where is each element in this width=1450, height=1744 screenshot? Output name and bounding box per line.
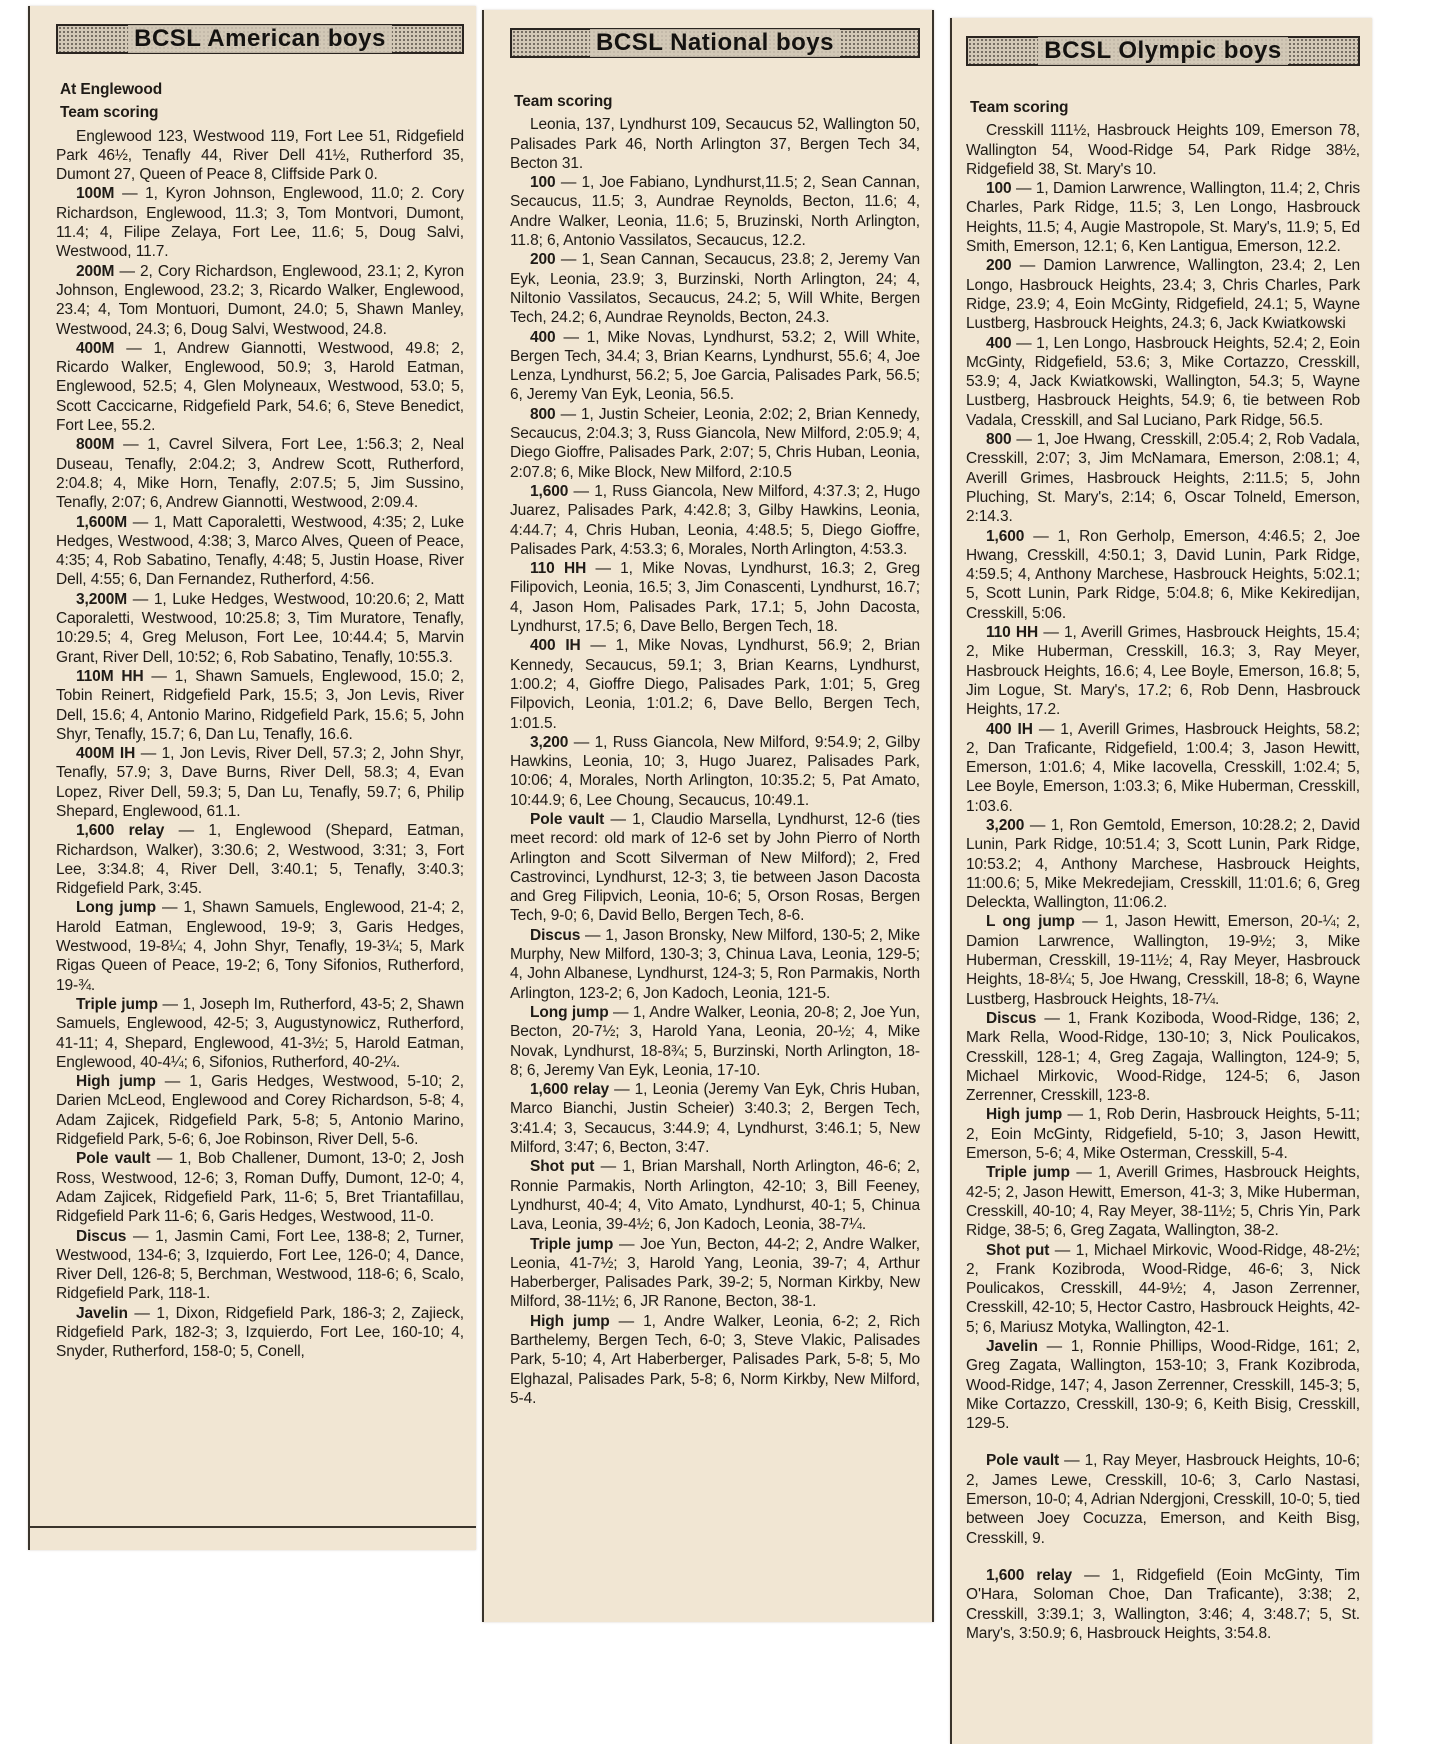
event-placings: — 1, Mike Novas, Lyndhurst, 56.9; 2, Brian Kennedy, Secaucus, 59.1; 3, Brian Kearns, Lyndhurst, 1:00.2; 4, Gioffre Diego, Palisades Park, 1:01; 5, Greg Filpovich, Leonia, 1:01.2; 6, Dave Bello, Bergen Tech, 1:01.5. bbox=[510, 637, 920, 732]
event-name: Javelin bbox=[986, 1338, 1038, 1355]
event-result bbox=[510, 926, 920, 1003]
column-title: BCSL Olympic boys bbox=[1038, 37, 1287, 65]
event-placings: — 1, Jasmin Cami, Fort Lee, 138-8; 2, Turner, Westwood, 134-6; 3, Izquierdo, Fort Lee, 126-0; 4, Dance, River Dell, 126-8; 5, Berchman, Westwood, 118-6; 6, Scalo, Ridgefield Park, 118-1. bbox=[56, 1227, 464, 1303]
event-placings: — 1, Leonia (Jeremy Van Eyk, Chris Huban, Marco Bianchi, Justin Scheier) 3:40.3; 2, Bergen Tech, 3:41.4; 3, Secaucus, 3:44.9; 4, Lyndhurst, 3:46.1; 5, New Milford, 3:47; 6, Becton, 3:47. bbox=[510, 1081, 920, 1157]
event-result bbox=[510, 328, 920, 405]
column-title: BCSL National boys bbox=[590, 29, 840, 57]
event-name: Pole vault bbox=[530, 810, 605, 828]
event-result bbox=[510, 173, 920, 250]
event-name: Triple jump bbox=[986, 1164, 1070, 1182]
event-name: 100 bbox=[530, 174, 556, 192]
event-placings: — 1, Englewood (Shepard, Eatman, Richardson, Walker), 3:30.6; 2, Westwood, 3:31; 3, Fort Lee, 3:34.8; 4, River Dell, 3:40.1; 5, Tenafly, 3:40.3; Ridgefield Park, 3:45. bbox=[56, 822, 464, 898]
column-body bbox=[966, 98, 1360, 1643]
team-scoring: Cresskill 111½, Hasbrouck Heights 109, Emerson 78, Wallington 54, Wood-Ridge 54, Park Ridge 38½, Ridgefield 38, St. Mary's 10. bbox=[966, 122, 1360, 178]
event-result bbox=[56, 435, 464, 512]
event-name: 400 bbox=[530, 328, 556, 346]
event-name: 400M IH bbox=[76, 745, 136, 763]
event-placings: — 1, Sean Cannan, Secaucus, 23.8; 2, Jeremy Van Eyk, Leonia, 23.9; 3, Burzinski, North Arlington, 24; 4, Niltonio Vassilatos, Secaucus, 24.2; 5, Will White, Bergen Tech, 24.2; 6, Aundrae Reynolds, Becton, 24.3. bbox=[510, 251, 920, 327]
event-placings: — 1, Andre Walker, Leonia, 20-8; 2, Joe Yun, Becton, 20-7½; 3, Harold Yana, Leonia, 20-½; 4, Mike Novak, Lyndhurst, 18-8¾; 5, Burzinski, North Arlington, 18-8; 6, Jeremy Van Eyk, Leonia, 17-10. bbox=[510, 1003, 920, 1079]
event-name: Discus bbox=[530, 926, 581, 944]
event-result bbox=[966, 1009, 1360, 1105]
event-placings: — 1, Mike Novas, Lyndhurst, 16.3; 2, Greg Filipovich, Leonia, 16.5; 3, Jim Conascenti, Lyndhurst, 16.7; 4, Jason Hom, Palisades Park, 17.1; 5, John Dacosta, Lyndhurst, 17.5; 6, Dave Bello, Bergen Tech, 18. bbox=[510, 560, 920, 636]
event-placings: — 1, Ray Meyer, Hasbrouck Heights, 10-6; 2, James Lewe, Cresskill, 10-6; 3, Carlo Nastasi, Emerson, 10-0; 4, Adrian Ndergjoni, Cresskill, 10-0; 5, tied between Joey Cocuzza, Emerson, and Keith Bisg, Cresskill, 9. bbox=[966, 1452, 1361, 1547]
event-placings: — 1, Rob Derin, Hasbrouck Heights, 5-11; 2, Eoin McGinty, Ridgefield, 5-10; 3, Jason Hewitt, Emerson, 5-6; 4, Mike Osterman, Cresskill, 5-4. bbox=[966, 1106, 1360, 1163]
event-result bbox=[510, 250, 920, 327]
event-name: 3,200 bbox=[530, 733, 569, 751]
event-name: Triple jump bbox=[530, 1235, 614, 1253]
column-banner bbox=[510, 28, 920, 58]
event-placings: — 1, Shawn Samuels, Englewood, 21-4; 2, Harold Eatman, Englewood, 19-9; 3, Garis Hedges, Westwood, 19-8¼; 4, John Shyr, Tenafly, 19-3¼; 5, Mark Rigas Queen of Peace, 19-2; 6, Tony Sifonios, Rutherford, 19-¾. bbox=[56, 899, 464, 994]
event-placings: — 1, Averill Grimes, Hasbrouck Heights, 42-5; 2, Jason Hewitt, Emerson, 41-3; 3, Mike Huberman, Cresskill, 40-10; 4, Ray Meyer, 38-11½; 5, Chris Yin, Park Ridge, 38-5; 6, Greg Zagata, Wallington, 38-2. bbox=[966, 1164, 1361, 1240]
event-result bbox=[56, 1072, 464, 1149]
event-name: High jump bbox=[76, 1073, 156, 1091]
event-name: Shot put bbox=[986, 1241, 1050, 1259]
event-name: Triple jump bbox=[76, 995, 158, 1013]
event-name: 200 bbox=[986, 257, 1012, 275]
event-placings: — 1, Averill Grimes, Hasbrouck Heights, 58.2; 2, Dan Traficante, Ridgefield, 1:00.4; 3, Jason Hewitt, Emerson, 1:01.6; 4, Mike Iacovella, Cresskill, 1:02.4; 5, Lee Boyle, Emerson, 1:03.3; 6, Mike Huberman, Cresskill, 1:03.6. bbox=[966, 720, 1360, 815]
column-title: BCSL American boys bbox=[128, 25, 392, 53]
clipping-olympic-boys bbox=[950, 18, 1372, 1744]
team-scoring-label: Team scoring bbox=[514, 93, 613, 110]
event-placings: — 1, Joe Fabiano, Lyndhurst,11.5; 2, Sean Cannan, Secaucus, 11.5; 3, Aundrae Reynolds, Becton, 11.6; 4, Andre Walker, Leonia, 11.6; 5, Bruzinski, North Arlington, 11.8; 6, Antonio Vassilatos, Secaucus, 12.2. bbox=[510, 174, 920, 250]
event-placings: — 1, Russ Giancola, New Milford, 4:37.3; 2, Hugo Juarez, Palisades Park, 4:42.8; 3, Gilby Hawkins, Leonia, 4:44.7; 4, Chris Huban, Leonia, 4:48.5; 5, Diego Gioffre, Palisades Park, 4:53.3; 6, Morales, North Arlington, 4:53.3. bbox=[510, 482, 920, 558]
event-name: 3,200M bbox=[76, 590, 128, 608]
event-placings: — 1, Michael Mirkovic, Wood-Ridge, 48-2½; 2, Frank Kozibroda, Wood-Ridge, 46-6; 3, Nick Poulicakos, Cresskill, 44-9½; 4, Jason Zerrenner, Cresskill, 42-10; 5, Hector Castro, Hasbrouck Heights, 42-5; 6, Mariusz Motyka, Wallington, 42-1. bbox=[966, 1241, 1360, 1336]
event-name: 1,600 relay bbox=[76, 822, 165, 840]
event-result bbox=[56, 744, 464, 821]
event-placings: — 1, Len Longo, Hasbrouck Heights, 52.4; 2, Eoin McGinty, Ridgefield, 53.6; 3, Mike Cortazzo, Cresskill, 53.9; 4, Jack Kwiatkowski, Wallington, 54.3; 5, Wayne Lustberg, Hasbrouck Heights, 54.9; 6, tie between Rob Vadala, Cresskill, and Sal Luciano, Park Ridge, 56.5. bbox=[966, 334, 1360, 429]
event-result bbox=[56, 1149, 464, 1226]
column-body bbox=[56, 80, 464, 1362]
clipping-national-boys bbox=[482, 10, 934, 1622]
event-result bbox=[966, 179, 1360, 256]
event-results bbox=[510, 173, 920, 1408]
event-result bbox=[56, 1227, 464, 1304]
event-name: Discus bbox=[76, 1227, 127, 1245]
event-placings: — 1, Andrew Giannotti, Westwood, 49.8; 2, Ricardo Walker, Englewood, 50.9; 3, Harold Eatman, Englewood, 52.5; 4, Glen Molyneaux, Westwood, 53.0; 5, Scott Caccicarne, Ridgefield Park, 54.6; 6, Steve Benedict, Fort Lee, 55.2. bbox=[56, 339, 464, 435]
event-result bbox=[510, 1157, 920, 1234]
event-result bbox=[510, 405, 920, 482]
event-result bbox=[966, 1566, 1360, 1643]
event-placings: — 1, Mike Novas, Lyndhurst, 53.2; 2, Will White, Bergen Tech, 34.4; 3, Brian Kearns, Lyndhurst, 55.6; 4, Joe Lenza, Lyndhurst, 56.2; 5, Joe Garcia, Palisades Park, 56.5; 6, Jeremy Van Eyk, Leonia, 56.5. bbox=[510, 328, 920, 404]
event-placings: — 1, Joseph Im, Rutherford, 43-5; 2, Shawn Samuels, Englewood, 42-5; 3, Augustynowicz, Rutherford, 41-11; 4, Shepard, Englewood, 41-3½; 5, Harold Eatman, Englewood, 40-4¼; 6, Sifonios, Rutherford, 40-2¼. bbox=[56, 995, 465, 1071]
event-result bbox=[56, 821, 464, 898]
event-name: 200 bbox=[530, 251, 556, 269]
column-body bbox=[510, 92, 920, 1408]
event-result bbox=[966, 912, 1360, 1008]
event-name: Pole vault bbox=[76, 1150, 151, 1168]
event-placings: — 1, Cavrel Silvera, Fort Lee, 1:56.3; 2, Neal Duseau, Tenafly, 2:04.2; 3, Andrew Scott, Rutherford, 2:04.8; 4, Mike Horn, Tenafly, 2:07.5; 5, Jim Sussino, Tenafly, 2:07; 6, Andrew Giannotti, Westwood, 2:09.4. bbox=[56, 436, 464, 512]
event-placings: — 2, Cory Richardson, Englewood, 23.1; 2, Kyron Johnson, Englewood, 23.2; 3, Ricardo Walker, Englewood, 23.4; 4, Tom Montuori, Dumont, 24.0; 5, Shawn Manley, Westwood, 24.3; 6, Doug Salvi, Westwood, 24.8. bbox=[56, 262, 464, 338]
event-name: 110 HH bbox=[530, 560, 587, 578]
event-name: 400M bbox=[76, 339, 115, 357]
event-name: 400 bbox=[986, 334, 1012, 352]
team-scoring: Leonia, 137, Lyndhurst 109, Secaucus 52, Wallington 50, Palisades Park 46, North Arlington 37, Bergen Tech 34, Becton 31. bbox=[510, 116, 920, 172]
event-result bbox=[966, 527, 1360, 623]
event-results bbox=[56, 184, 464, 1361]
event-name: 800 bbox=[530, 405, 556, 423]
event-result bbox=[966, 1451, 1360, 1547]
event-result bbox=[966, 1163, 1360, 1240]
event-name: 100M bbox=[76, 185, 115, 203]
event-name: 1,600 relay bbox=[530, 1081, 610, 1099]
event-placings: — 1, Kyron Johnson, Englewood, 11.0; 2. Cory Richardson, Englewood, 11.3; 3, Tom Montvori, Dumont, 11.4; 4, Filipe Zelaya, Fort Lee, 11.6; 5, Doug Salvi, Westwood, 11.7. bbox=[56, 185, 464, 261]
event-name: Long jump bbox=[530, 1003, 609, 1021]
team-scoring-label: Team scoring bbox=[970, 99, 1069, 116]
event-name: Discus bbox=[986, 1009, 1037, 1027]
team-scoring: Englewood 123, Westwood 119, Fort Lee 51, Ridgefield Park 46½, Tenafly 44, River Dell 41½, Rutherford 35, Dumont 27, Queen of Peace 8, Cliffside Park 0. bbox=[56, 127, 464, 184]
event-result bbox=[510, 810, 920, 926]
event-result bbox=[966, 1241, 1360, 1337]
event-result bbox=[510, 482, 920, 559]
event-result bbox=[510, 636, 920, 732]
event-result bbox=[56, 590, 464, 667]
event-name: 110 HH bbox=[986, 624, 1039, 642]
event-result bbox=[510, 559, 920, 636]
event-placings: — 1, Dixon, Ridgefield Park, 186-3; 2, Zajieck, Ridgefield Park, 182-3; 3, Izquierdo, Fort Lee, 160-10; 4, Snyder, Rutherford, 158-0; 5, Conell, bbox=[56, 1304, 464, 1361]
event-name: 1,600 bbox=[530, 482, 569, 500]
event-name: Long jump bbox=[76, 899, 157, 917]
bottom-rule bbox=[30, 1526, 476, 1528]
event-placings: — 1, Luke Hedges, Westwood, 10:20.6; 2, Matt Caporaletti, Westwood, 10:25.8; 3, Tim Muratore, Tenafly, 10:29.5; 4, Greg Meluson, Fort Lee, 10:44.4; 5, Marvin Grant, River Dell, 10:52; 6, Rob Sabatino, Tenafly, 10:55.3. bbox=[56, 590, 464, 666]
event-name: High jump bbox=[530, 1312, 610, 1330]
event-result bbox=[510, 733, 920, 810]
event-result bbox=[966, 1337, 1360, 1433]
event-placings: — 1, Ridgefield (Eoin McGinty, Tim O'Hara, Soloman Choe, Dan Traficante), 3:38; 2, Cresskill, 3:39.1; 3, Wallington, 3:46; 4, 3:48.7; 5, St. Mary's, 3:50.9; 6, Hasbrouck Heights, 3:54.8. bbox=[966, 1566, 1360, 1642]
event-placings: — 1, Jason Hewitt, Emerson, 20-¼; 2, Damion Larwrence, Wallington, 19-9½; 3, Mike Huberman, Cresskill, 19-11½; 4, Ray Meyer, Hasbrouck Heights, 18-8¼; 5, Joe Hwang, Cresskill, 18-8; 6, Wayne Lustberg, Hasbrouck Heights, 18-7¼. bbox=[966, 913, 1360, 1008]
event-name: 1,600 relay bbox=[986, 1566, 1073, 1584]
event-placings: — 1, Averill Grimes, Hasbrouck Heights, 15.4; 2, Mike Huberman, Cresskill, 16.3; 3, Ray Meyer, Hasbrouck Heights, 16.6; 4, Lee Boyle, Emerson, 16.8; 5, Jim Logue, St. Mary's, 17.2; 6, Rob Denn, Hasbrouck Heights, 17.2. bbox=[966, 624, 1360, 719]
event-result bbox=[56, 513, 464, 590]
event-result bbox=[56, 1304, 464, 1362]
event-result bbox=[966, 623, 1360, 719]
event-placings: — 1, Jon Levis, River Dell, 57.3; 2, John Shyr, Tenafly, 57.9; 3, Dave Burns, River Dell, 58.3; 4, Evan Lopez, River Dell, 59.3; 5, Dan Lu, Tenafly, 59.7; 6, Philip Shepard, Englewood, 61.1. bbox=[56, 745, 464, 820]
event-name: L ong jump bbox=[986, 913, 1075, 931]
event-placings: — 1, Andre Walker, Leonia, 6-2; 2, Rich Barthelemy, Bergen Tech, 6-0; 3, Steve Vlakic, Palisades Park, 5-10; 4, Art Haberberger, Palisades Park, 5-8; 5, Mo Elghazal, Palisades Park, 5-8; 6, Norm Kirkby, New Milford, 5-4. bbox=[510, 1312, 920, 1407]
event-placings: — 1, Ronnie Phillips, Wood-Ridge, 161; 2, Greg Zagata, Wallington, 153-10; 3, Frank Kozibroda, Wood-Ridge, 147; 4, Jason Zerrenner, Cresskill, 145-3; 5, Mike Cortazzo, Cresskill, 130-9; 6, Keith Bisig, Cresskill, 129-5. bbox=[966, 1338, 1360, 1433]
event-result bbox=[966, 1105, 1360, 1163]
event-name: 1,600M bbox=[76, 513, 128, 531]
event-result bbox=[510, 1235, 920, 1312]
event-name: 100 bbox=[986, 180, 1012, 198]
event-result bbox=[510, 1003, 920, 1080]
event-name: 800 bbox=[986, 431, 1012, 449]
event-name: 3,200 bbox=[986, 816, 1025, 834]
event-placings: — 1, Frank Koziboda, Wood-Ridge, 136; 2, Mark Rella, Wood-Ridge, 130-10; 3, Nick Poulicakos, Cresskill, 128-1; 4, Greg Zagaja, Wallington, 124-9; 5, Michael Mirkovic, Wood-Ridge, 124-5; 6, Jason Zerrenner, Cresskill, 123-8. bbox=[966, 1009, 1360, 1105]
event-name: 1,600 bbox=[986, 527, 1025, 545]
column-banner bbox=[56, 24, 464, 54]
event-name: Pole vault bbox=[986, 1452, 1060, 1470]
event-placings: — 1, Ron Gerholp, Emerson, 4:46.5; 2, Joe Hwang, Cresskill, 4:50.1; 3, David Lunin, Park Ridge, 4:59.5; 4, Anthony Marchese, Hasbrouck Heights, 5:02.1; 5, Scott Lunin, Park Ridge, 5:04.8; 6, Mike Kekiredijan, Cresskill, 5:06. bbox=[966, 527, 1360, 622]
event-placings: — 1, Ron Gemtold, Emerson, 10:28.2; 2, David Lunin, Park Ridge, 10:51.4; 3, Scott Lunin, Park Ridge, 10:53.2; 4, Anthony Marchese, Hasbrouck Heights, 11:00.6; 5, Mike Mekredejiam, Cresskill, 11:01.6; 6, Greg Deleckta, Wallington, 11:06.2. bbox=[966, 816, 1360, 912]
event-results bbox=[966, 179, 1360, 1643]
event-placings: — 1, Justin Scheier, Leonia, 2:02; 2, Brian Kennedy, Secaucus, 2:04.3; 3, Russ Giancola, New Milford, 2:05.9; 4, Diego Gioffre, Palisades Park, 2:07; 5, Chris Huban, Leonia, 2:07.8; 6, Mike Block, New Milford, 2:10.5 bbox=[510, 405, 920, 481]
event-name: Shot put bbox=[530, 1158, 595, 1176]
event-placings: — 1, Russ Giancola, New Milford, 9:54.9; 2, Gilby Hawkins, Leonia, 10; 3, Hugo Juarez, Palisades Park, 10:06; 4, Morales, North Arlington, 10:35.2; 5, Pat Amato, 10:44.9; 6, Lee Choung, Secaucus, 10:49.1. bbox=[510, 733, 920, 809]
event-name: 800M bbox=[76, 436, 115, 454]
column-banner bbox=[966, 36, 1360, 66]
event-result bbox=[56, 898, 464, 994]
event-result bbox=[966, 256, 1360, 333]
event-result bbox=[510, 1080, 920, 1157]
event-result bbox=[966, 334, 1360, 430]
event-result bbox=[56, 184, 464, 261]
event-placings: — 1, Damion Larwrence, Wallington, 11.4; 2, Chris Charles, Park Ridge, 11.5; 3, Len Longo, Hasbrouck Heights, 11.5; 4, Augie Mastropole, St. Mary's, 11.9; 5, Ed Smith, Emerson, 12.1; 6, Ken Lantigua, Emerson, 12.2. bbox=[966, 180, 1360, 256]
event-placings: — 1, Brian Marshall, North Arlington, 46-6; 2, Ronnie Parmakis, North Arlington, 42-10; 3, Bill Feeney, Lyndhurst, 40-4; 4, Vito Amato, Lyndhurst, 40-1; 5, Chinua Lava, Leonia, 39-4½; 6, Jon Kadoch, Leonia, 38-7¼. bbox=[510, 1158, 920, 1234]
event-placings: — Joe Yun, Becton, 44-2; 2, Andre Walker, Leonia, 41-7½; 3, Harold Yang, Leonia, 39-7; 4, Arthur Haberberger, Palisades Park, 39-2; 5, Norman Kirkby, New Milford, 38-11½; 6, JR Ranone, Becton, 38-1. bbox=[510, 1235, 921, 1311]
event-result bbox=[966, 720, 1360, 816]
event-placings: — 1, Garis Hedges, Westwood, 5-10; 2, Darien McLeod, Englewood and Corey Richardson, 5-8; 4, Adam Zajicek, Ridgefield Park, 5-8; 5, Antonio Marino, Ridgefield Park, 5-6; 6, Joe Robinson, River Dell, 5-6. bbox=[56, 1073, 464, 1149]
event-result bbox=[966, 816, 1360, 912]
event-name: 400 IH bbox=[986, 720, 1033, 738]
meet-location: At Englewood bbox=[60, 81, 163, 98]
event-placings: — 1, Jason Bronsky, New Milford, 130-5; 2, Mike Murphy, New Milford, 130-3; 3, Chinua Lava, Leonia, 129-5; 4, John Albanese, Lyndhurst, 124-3; 5, Ron Parmakis, North Arlington, 123-2; 6, Jon Kadoch, Leonia, 121-5. bbox=[510, 926, 920, 1002]
event-name: 200M bbox=[76, 262, 115, 280]
event-placings: — 1, Joe Hwang, Cresskill, 2:05.4; 2, Rob Vadala, Cresskill, 2:07; 3, Jim McNamara, Emerson, 2:08.1; 4, Averill Grimes, Hasbrouck Heights, 2:11.5; 5, John Pluching, St. Mary's, 2:14; 6, Oscar Tolneld, Emerson, 2:14.3. bbox=[966, 431, 1360, 526]
event-name: 400 IH bbox=[530, 637, 581, 655]
clipping-american-boys bbox=[28, 6, 476, 1550]
event-result bbox=[510, 1312, 920, 1408]
event-name: Javelin bbox=[76, 1304, 128, 1322]
event-name: 110M HH bbox=[76, 667, 144, 685]
event-result bbox=[56, 995, 464, 1072]
event-placings: — 1, Bob Challener, Dumont, 13-0; 2, Josh Ross, Westwood, 12-6; 3, Roman Duffy, Dumont, 12-0; 4, Adam Zajicek, Ridgefield Park, 11-6; 5, Bret Triantafillau, Ridgefield Park 11-6; 6, Garis Hedges, Westwood, 11-0. bbox=[56, 1150, 465, 1226]
event-result bbox=[56, 262, 464, 339]
event-result bbox=[56, 667, 464, 744]
event-placings: — 1, Claudio Marsella, Lyndhurst, 12-6 (ties meet record: old mark of 12-6 set by John Pierro of North Arlington and Scott Silverman of New Milford); 2, Fred Castrovinci, Lyndhurst, 12-3; 3, tie between Jason Dacosta and Greg Filipvich, Leonia, 10-6; 5, Orson Rosas, Bergen Tech, 9-0; 6, David Bello, Bergen Tech, 8-6. bbox=[510, 810, 921, 925]
event-name: High jump bbox=[986, 1106, 1063, 1124]
event-placings: — 1, Matt Caporaletti, Westwood, 4:35; 2, Luke Hedges, Westwood, 4:38; 3, Marco Alves, Queen of Peace, 4:35; 4, Rob Sabatino, Tenafly, 4:48; 5, Justin Hoase, River Dell, 4:55; 6, Dan Fernandez, Rutherford, 4:56. bbox=[56, 513, 464, 589]
event-placings: — 1, Shawn Samuels, Englewood, 15.0; 2, Tobin Reinert, Ridgefield Park, 15.5; 3, Jon Levis, River Dell, 15.6; 4, Antonio Marino, Ridgefield Park, 15.6; 5, John Shyr, Tenafly, 15.7; 6, Dan Lu, Tenafly, 16.6. bbox=[56, 667, 465, 743]
event-result bbox=[966, 430, 1360, 526]
team-scoring-label: Team scoring bbox=[60, 104, 159, 122]
event-result bbox=[56, 339, 464, 435]
event-placings: — Damion Larwrence, Wallington, 23.4; 2, Len Longo, Hasbrouck Heights, 23.4; 3, Chris Charles, Park Ridge, 23.9; 4, Eoin McGinty, Ridgefield, 24.1; 5, Wayne Lustberg, Hasbrouck Heights, 24.3; 6, Jack Kwiatkowski bbox=[966, 257, 1360, 333]
